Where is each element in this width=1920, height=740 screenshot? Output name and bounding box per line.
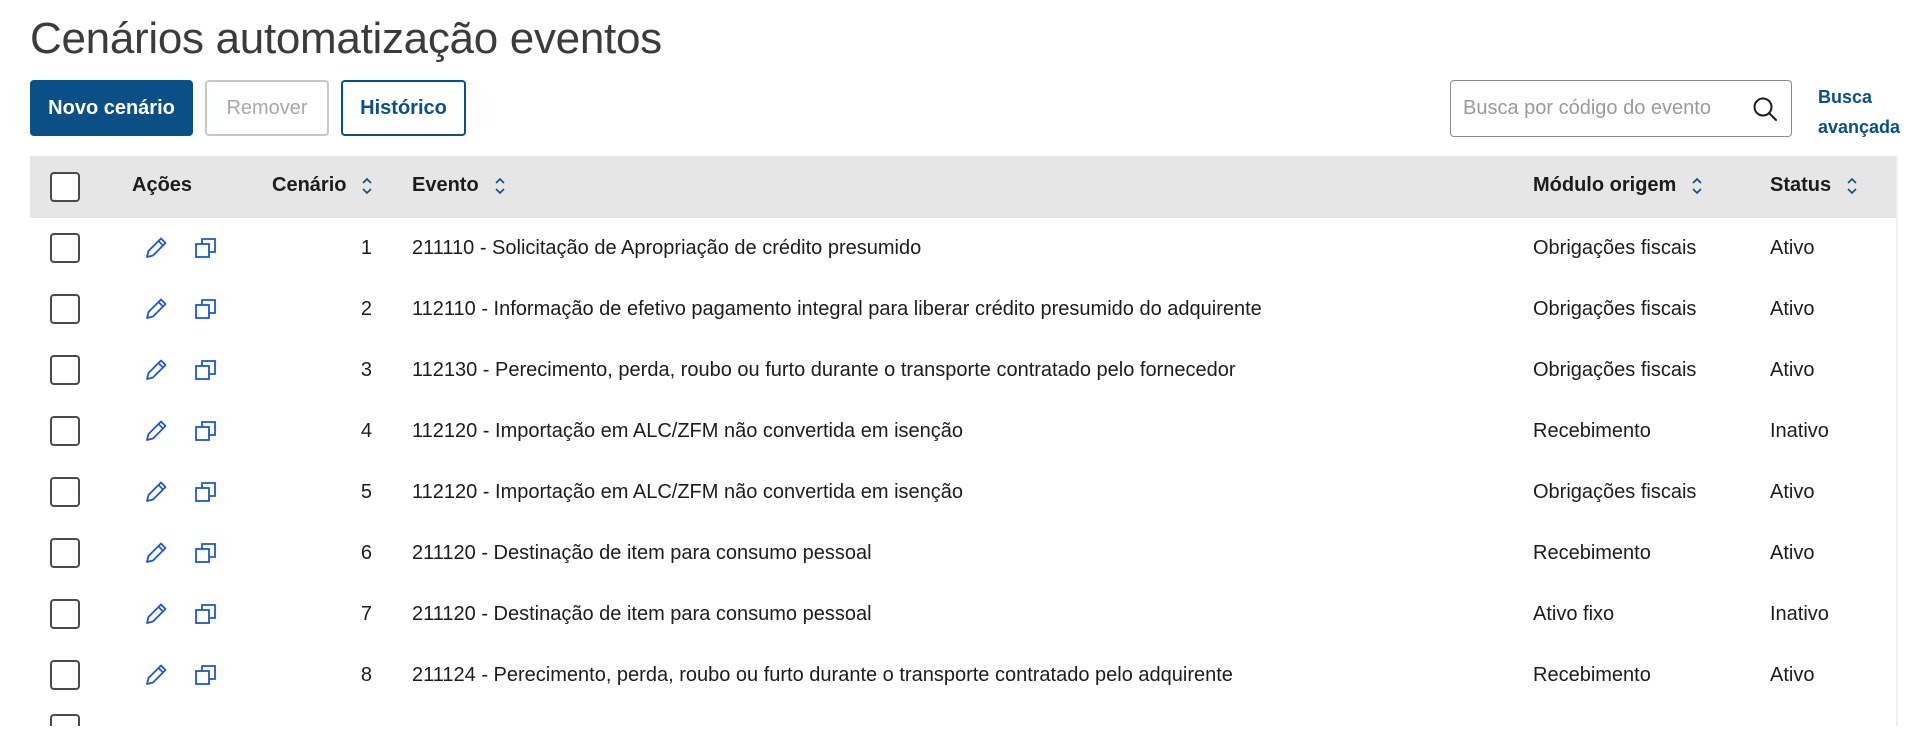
search-icon[interactable] [1751, 95, 1779, 123]
cell-scenario: 3 [360, 359, 372, 381]
search-box [1450, 80, 1792, 137]
row-checkbox[interactable] [50, 355, 80, 385]
header-scenario[interactable] [272, 174, 374, 197]
table-row [30, 645, 1898, 706]
cell-module: Recebimento [1533, 664, 1651, 686]
row-checkbox[interactable] [50, 294, 80, 324]
advanced-search-link[interactable] [1818, 82, 1908, 142]
row-checkbox[interactable] [50, 599, 80, 629]
cell-scenario: 6 [360, 542, 372, 564]
header-event-label: Evento [412, 174, 479, 196]
header-scenario-label: Cenário [272, 174, 347, 196]
table-row [30, 340, 1898, 401]
cell-scenario: 2 [360, 298, 372, 320]
table-body [30, 218, 1898, 706]
cell-status: Ativo [1770, 359, 1815, 381]
header-status[interactable] [1770, 174, 1859, 197]
pencil-icon[interactable] [142, 417, 170, 445]
table-row [30, 218, 1898, 279]
cell-module: Obrigações fiscais [1533, 237, 1697, 259]
advanced-search-line1: Busca [1818, 87, 1873, 107]
select-all-checkbox[interactable] [50, 172, 80, 202]
remove-button[interactable]: Remover [205, 80, 329, 136]
cell-event: 211110 - Solicitação de Apropriação de crédito presumido [412, 237, 922, 259]
sort-icon[interactable] [1845, 175, 1859, 197]
cell-module: Recebimento [1533, 420, 1651, 442]
pencil-icon[interactable] [142, 478, 170, 506]
cell-status: Ativo [1770, 298, 1815, 320]
table-row [30, 584, 1898, 645]
toolbar [30, 80, 466, 136]
cell-module: Ativo fixo [1533, 603, 1615, 625]
table-row [30, 523, 1898, 584]
table-row [30, 401, 1898, 462]
pencil-icon[interactable] [142, 600, 170, 628]
cell-scenario: 4 [360, 420, 372, 442]
sort-icon[interactable] [360, 175, 374, 197]
cell-module: Obrigações fiscais [1533, 298, 1697, 320]
history-button[interactable]: Histórico [341, 80, 466, 136]
header-module[interactable] [1533, 174, 1704, 197]
copy-icon[interactable] [192, 417, 220, 445]
cell-event: 112110 - Informação de efetivo pagamento integral para liberar crédito presumido do adquirente [412, 298, 1262, 320]
search-input[interactable] [1463, 97, 1751, 120]
pencil-icon[interactable] [142, 295, 170, 323]
table-row-partial [30, 708, 1898, 726]
cell-scenario: 8 [360, 664, 372, 686]
cell-module: Recebimento [1533, 542, 1651, 564]
cell-event: 211120 - Destinação de item para consumo pessoal [412, 603, 872, 625]
row-checkbox[interactable] [50, 538, 80, 568]
cell-status: Inativo [1770, 603, 1829, 625]
sort-icon[interactable] [493, 175, 507, 197]
copy-icon[interactable] [192, 600, 220, 628]
cell-event: 211124 - Perecimento, perda, roubo ou furto durante o transporte contratado pelo adquirente [412, 664, 1233, 686]
header-event[interactable] [412, 174, 507, 197]
advanced-search-line2: avançada [1818, 117, 1901, 137]
row-checkbox[interactable] [50, 416, 80, 446]
cell-event: 211120 - Destinação de item para consumo pessoal [412, 542, 872, 564]
cell-module: Obrigações fiscais [1533, 359, 1697, 381]
row-checkbox[interactable] [50, 660, 80, 690]
copy-icon[interactable] [192, 356, 220, 384]
cell-scenario: 7 [360, 603, 372, 625]
new-scenario-button[interactable]: Novo cenário [30, 80, 193, 136]
copy-icon[interactable] [192, 539, 220, 567]
scenarios-table [30, 156, 1898, 726]
cell-status: Ativo [1770, 481, 1815, 503]
page-title: Cenários automatização eventos [30, 14, 662, 63]
pencil-icon[interactable] [142, 356, 170, 384]
header-module-label: Módulo origem [1533, 174, 1677, 196]
table-scrollbar[interactable] [1896, 156, 1898, 726]
row-checkbox[interactable] [50, 714, 80, 726]
cell-event: 112120 - Importação em ALC/ZFM não convertida em isenção [412, 420, 964, 442]
cell-event: 112130 - Perecimento, perda, roubo ou furto durante o transporte contratado pelo fornecedor [412, 359, 1236, 381]
copy-icon[interactable] [192, 295, 220, 323]
table-row [30, 279, 1898, 340]
cell-status: Inativo [1770, 420, 1829, 442]
cell-status: Ativo [1770, 664, 1815, 686]
row-checkbox[interactable] [50, 477, 80, 507]
cell-module: Obrigações fiscais [1533, 481, 1697, 503]
cell-status: Ativo [1770, 237, 1815, 259]
header-status-label: Status [1770, 174, 1832, 196]
cell-status: Ativo [1770, 542, 1815, 564]
copy-icon[interactable] [192, 478, 220, 506]
pencil-icon[interactable] [142, 234, 170, 262]
cell-scenario: 5 [360, 481, 372, 503]
copy-icon[interactable] [192, 234, 220, 262]
table-row [30, 462, 1898, 523]
pencil-icon[interactable] [142, 539, 170, 567]
header-actions [132, 174, 192, 197]
copy-icon[interactable] [192, 661, 220, 689]
row-checkbox[interactable] [50, 233, 80, 263]
pencil-icon[interactable] [142, 661, 170, 689]
cell-event: 112120 - Importação em ALC/ZFM não convertida em isenção [412, 481, 964, 503]
header-actions-label: Ações [132, 174, 193, 196]
cell-scenario: 1 [360, 237, 372, 259]
sort-icon[interactable] [1690, 175, 1704, 197]
table-header [30, 156, 1898, 218]
